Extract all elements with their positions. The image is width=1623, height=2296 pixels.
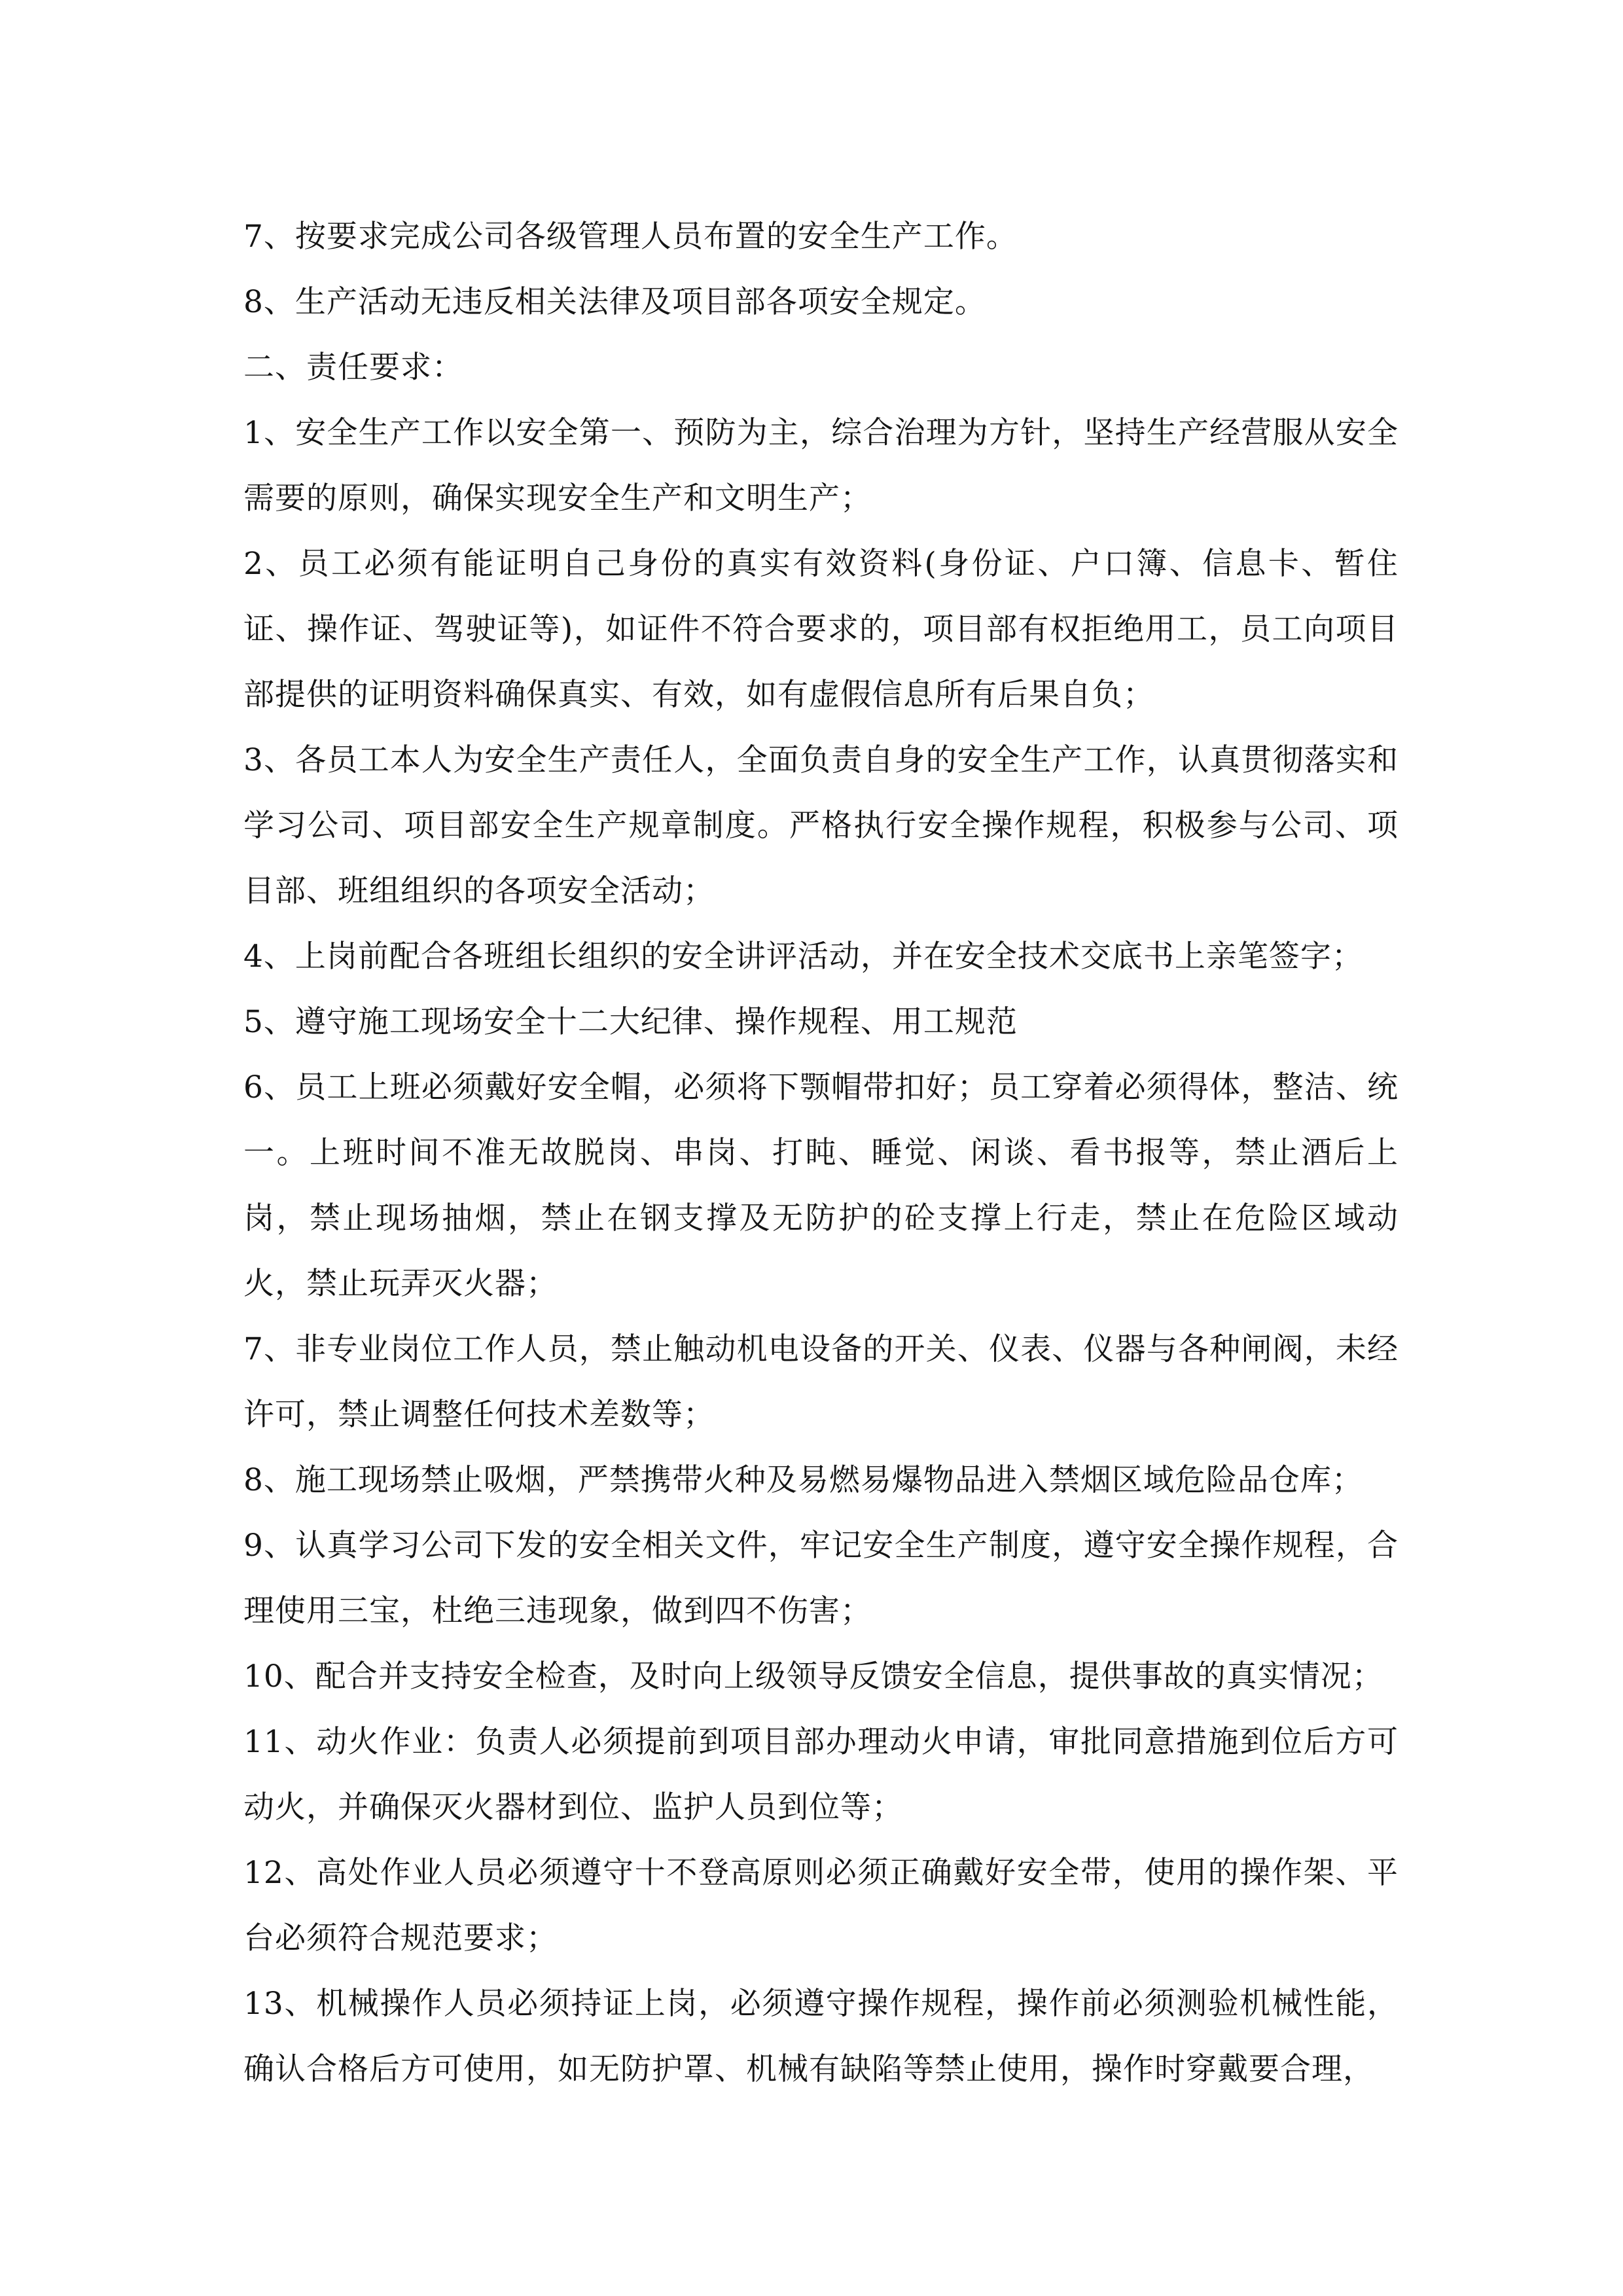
requirement-12: 12、高处作业人员必须遵守十不登高原则必须正确戴好安全带，使用的操作架、平台必须符合规范要求； [243,1855,1399,1956]
requirement-9: 9、认真学习公司下发的安全相关文件，牢记安全生产制度，遵守安全操作规程，合理使用三宝，杜绝三违现象，做到四不伤害； [243,1528,1399,1629]
requirement-3: 3、各员工本人为安全生产责任人，全面负责自身的安全生产工作，认真贯彻落实和学习公司、项目部安全生产规章制度。严格执行安全操作规程，积极参与公司、项目部、班组组织的各项安全活动； [243,742,1399,909]
paragraph-item-8-compliance: 8、生产活动无违反相关法律及项目部各项安全规定。 [243,284,986,320]
requirement-5: 5、遵守施工现场安全十二大纪律、操作规程、用工规范 [243,1004,1018,1040]
paragraph-item-7-progress: 7、按要求完成公司各级管理人员布置的安全生产工作。 [243,219,1018,255]
requirement-10: 10、配合并支持安全检查，及时向上级领导反馈安全信息，提供事故的真实情况； [243,1659,1383,1695]
requirement-13: 13、机械操作人员必须持证上岗，必须遵守操作规程，操作前必须测验机械性能，确认合格后方可使用，如无防护罩、机械有缺陷等禁止使用，操作时穿戴要合理， [243,1986,1399,2087]
section-heading-responsibility-requirements: 二、责任要求： [243,350,463,386]
document-body [243,204,1399,2102]
requirement-8: 8、施工现场禁止吸烟，严禁携带火种及易燃易爆物品进入禁烟区域危险品仓库； [243,1462,1363,1498]
requirement-6: 6、员工上班必须戴好安全帽，必须将下颚帽带扣好；员工穿着必须得体，整洁、统一。上班时间不准无故脱岗、串岗、打盹、睡觉、闲谈、看书报等，禁止酒后上岗，禁止现场抽烟，禁止在钢支撑及无防护的砼支撑上行走，禁止在危险区域动火，禁止玩弄灭火器； [243,1069,1399,1302]
requirement-7: 7、非专业岗位工作人员，禁止触动机电设备的开关、仪表、仪器与各种闸阀，未经许可，禁止调整任何技术差数等； [243,1331,1399,1433]
requirement-1: 1、安全生产工作以安全第一、预防为主，综合治理为方针，坚持生产经营服从安全需要的原则，确保实现安全生产和文明生产； [243,415,1399,516]
requirement-4: 4、上岗前配合各班组长组织的安全讲评活动，并在安全技术交底书上亲笔签字； [243,939,1363,975]
requirement-11: 11、动火作业：负责人必须提前到项目部办理动火申请，审批同意措施到位后方可动火，并确保灭火器材到位、监护人员到位等； [243,1724,1399,1825]
requirement-2: 2、员工必须有能证明自己身份的真实有效资料(身份证、户口簿、信息卡、暂住证、操作证、驾驶证等)，如证件不符合要求的，项目部有权拒绝用工，员工向项目部提供的证明资料确保真实、有效，如有虚假信息所有后果自负； [243,546,1399,713]
